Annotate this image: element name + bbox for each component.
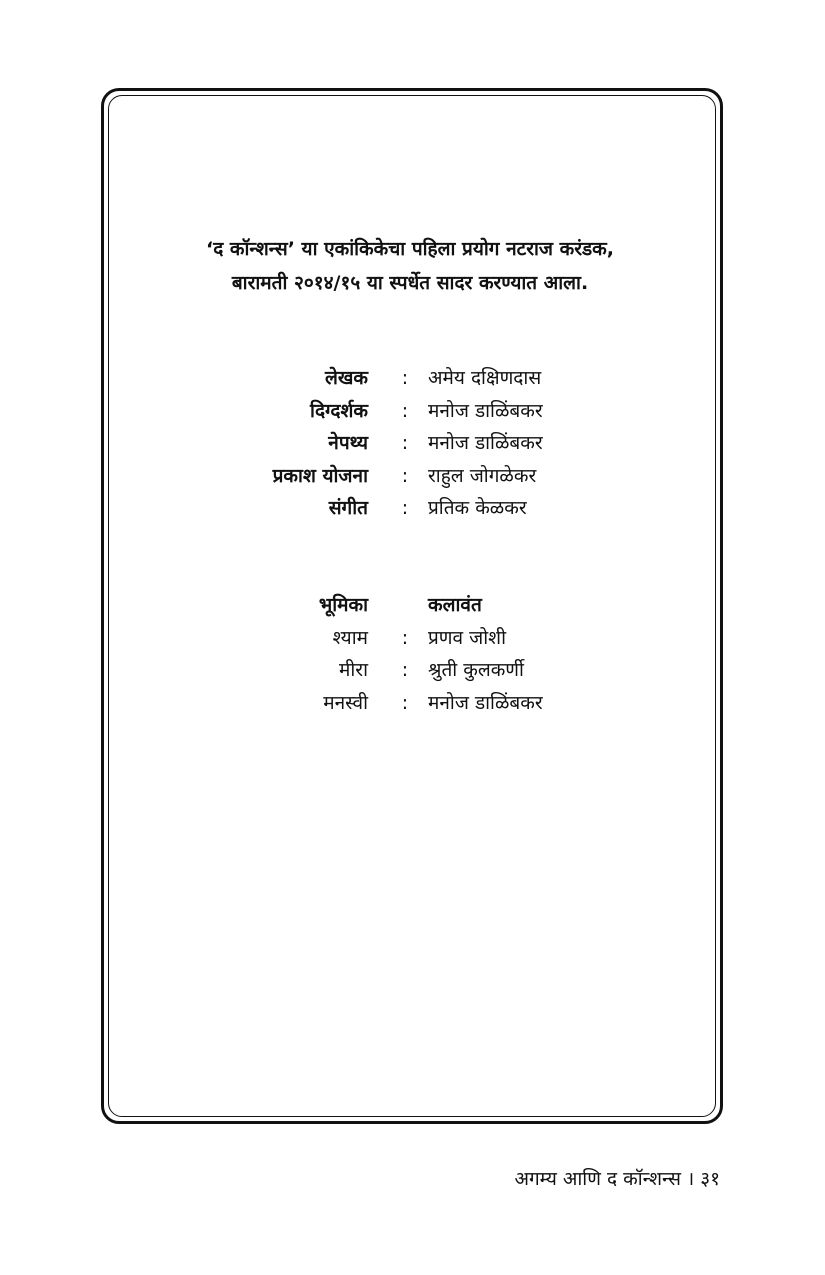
premiere-note-line-1: ‘द कॉन्शन्स’ या एकांकिकेचा पहिला प्रयोग नटराज करंडक, bbox=[205, 238, 614, 260]
cast-list bbox=[0, 589, 825, 719]
credit-role: नेपथ्य bbox=[328, 432, 368, 454]
cast-role: मनस्वी bbox=[323, 691, 368, 714]
credit-row-set-design bbox=[0, 427, 825, 460]
premiere-note-line-2: बारामती २०१४/१५ या स्पर्धेत सादर करण्यात आला. bbox=[231, 272, 589, 294]
cast-name: मनोज डाळिंबकर bbox=[428, 691, 543, 714]
cast-colon: : bbox=[401, 626, 409, 649]
credit-name: अमेय दक्षिणदास bbox=[428, 367, 542, 389]
credit-name: प्रतिक केळकर bbox=[428, 497, 527, 519]
cast-row bbox=[0, 622, 825, 655]
credit-row-director bbox=[0, 395, 825, 428]
credit-row-lighting bbox=[0, 460, 825, 493]
credit-row-writer bbox=[0, 362, 825, 395]
credit-role: संगीत bbox=[328, 497, 368, 519]
cast-name: श्रुती कुलकर्णी bbox=[428, 659, 524, 681]
credit-row-music bbox=[0, 492, 825, 525]
credit-role: प्रकाश योजना bbox=[272, 464, 368, 487]
running-footer: अगम्य आणि द कॉन्शन्स । ३१ bbox=[514, 1168, 720, 1190]
credit-colon: : bbox=[401, 497, 409, 519]
credit-role: दिग्दर्शक bbox=[310, 399, 368, 422]
credit-colon: : bbox=[401, 464, 409, 487]
credit-colon: : bbox=[401, 399, 409, 422]
credit-colon: : bbox=[401, 432, 409, 454]
cast-colon: : bbox=[401, 691, 409, 714]
cast-header-row bbox=[0, 589, 825, 622]
cast-role: मीरा bbox=[339, 659, 368, 681]
credit-colon: : bbox=[401, 367, 409, 389]
credit-name: राहुल जोगळेकर bbox=[428, 464, 537, 487]
cast-name: प्रणव जोशी bbox=[428, 626, 507, 649]
cast-header-artist: कलावंत bbox=[428, 594, 482, 616]
credit-name: मनोज डाळिंबकर bbox=[428, 432, 543, 454]
premiere-note bbox=[120, 232, 700, 300]
cast-row bbox=[0, 654, 825, 687]
cast-role: श्याम bbox=[332, 626, 368, 649]
credit-name: मनोज डाळिंबकर bbox=[428, 399, 543, 422]
credit-role: लेखक bbox=[324, 367, 368, 389]
cast-header-role: भूमिका bbox=[318, 594, 368, 616]
cast-row bbox=[0, 687, 825, 720]
credits-list bbox=[0, 362, 825, 525]
cast-colon: : bbox=[401, 659, 409, 681]
